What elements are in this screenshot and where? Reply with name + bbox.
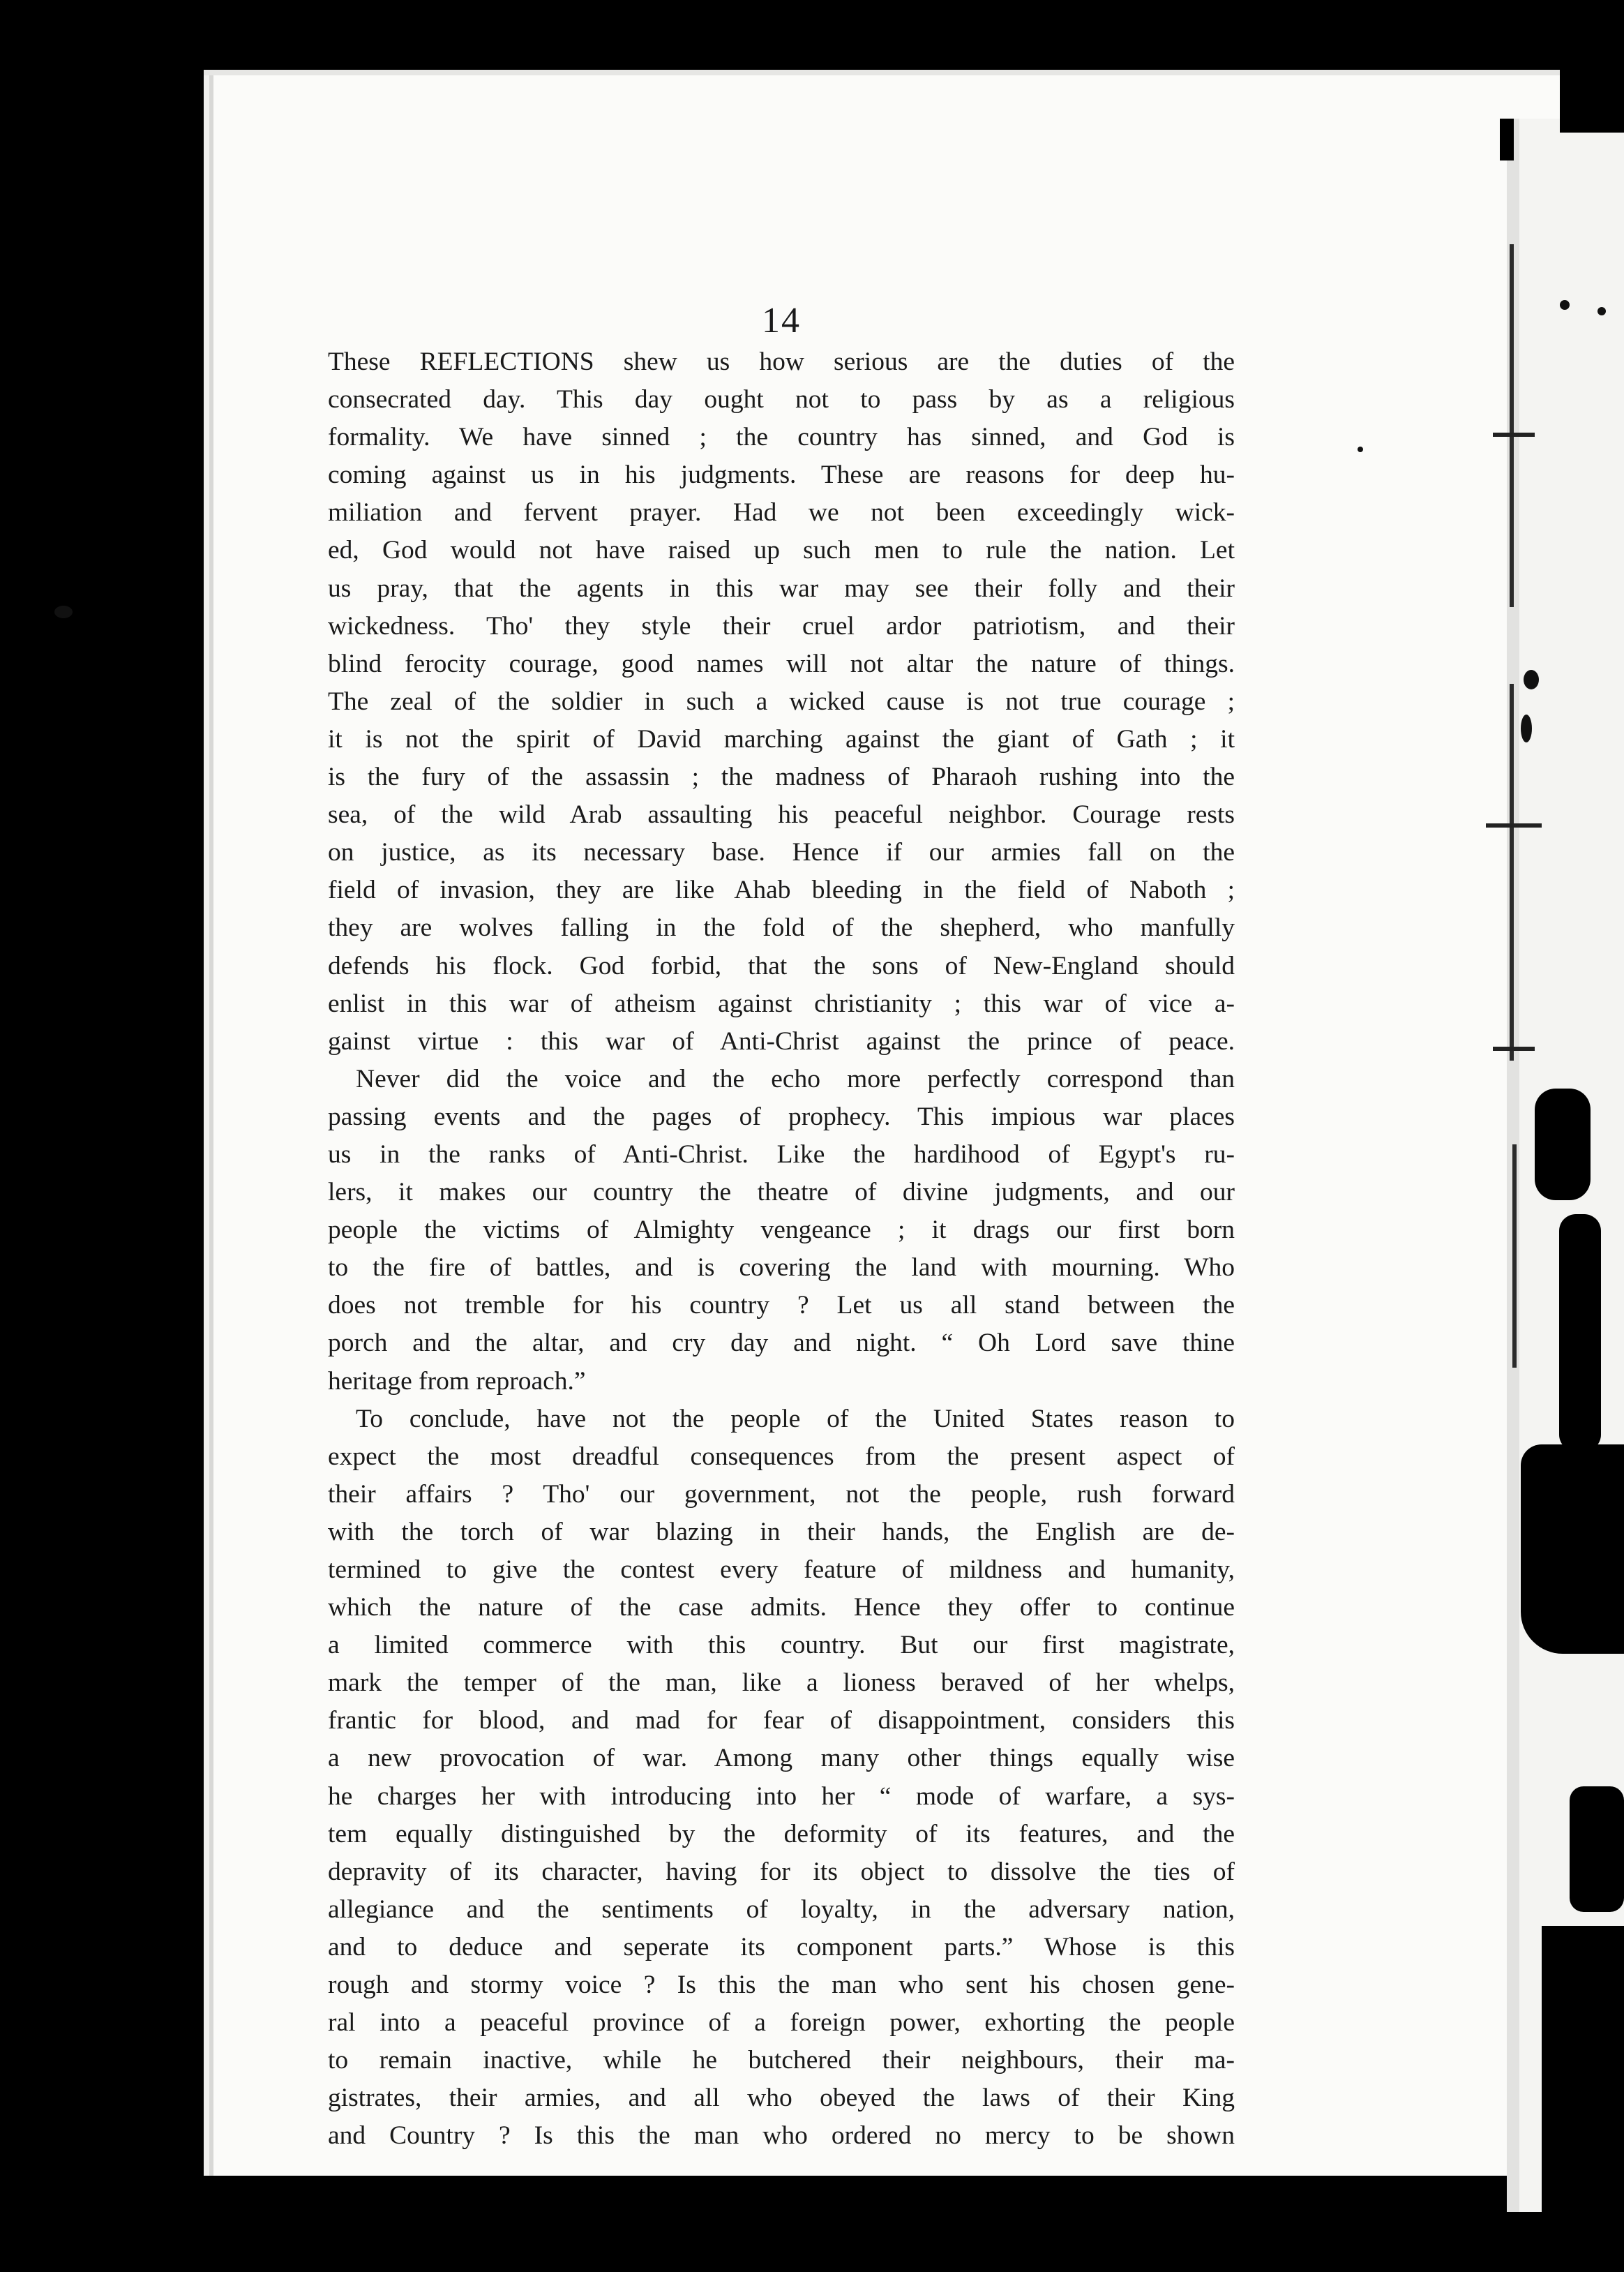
speck bbox=[1524, 670, 1539, 689]
text-line: porch and the altar, and cry day and night. “ Oh Lord save thine bbox=[328, 1329, 1235, 1358]
text-line: they are wolves falling in the fold of the shepherd, who manfully bbox=[328, 913, 1235, 943]
text-line: a new provocation of war. Among many other things equally wise bbox=[328, 1744, 1235, 1773]
text-line: does not tremble for his country ? Let us all stand between the bbox=[328, 1291, 1235, 1320]
text-line: to the fire of battles, and is covering the land with mourning. Who bbox=[328, 1253, 1235, 1283]
page-number: 14 bbox=[762, 301, 801, 341]
speck bbox=[1560, 300, 1570, 310]
text-line: a limited commerce with this country. But our first magistrate, bbox=[328, 1631, 1235, 1660]
text-line: and Country ? Is this the man who ordered no mercy to be shown bbox=[328, 2121, 1235, 2151]
text-line: The zeal of the soldier in such a wicked cause is not true courage ; bbox=[328, 687, 1235, 716]
text-line: sea, of the wild Arab assaulting his peaceful neighbor. Courage rests bbox=[328, 800, 1235, 830]
text-line: us pray, that the agents in this war may see their folly and their bbox=[328, 574, 1235, 603]
text-line: miliation and fervent prayer. Had we not been exceedingly wick- bbox=[328, 498, 1235, 528]
speck bbox=[1358, 447, 1363, 452]
text-line: defends his flock. God forbid, that the sons of New-England should bbox=[328, 951, 1235, 980]
text-line: formality. We have sinned ; the country has sinned, and God is bbox=[328, 423, 1235, 452]
text-line: ral into a peaceful province of a foreign power, exhorting the people bbox=[328, 2008, 1235, 2038]
text-line: it is not the spirit of David marching against the giant of Gath ; it bbox=[328, 724, 1235, 754]
text-line: us in the ranks of Anti-Christ. Like the hardihood of Egypt's ru- bbox=[328, 1139, 1235, 1169]
text-line: passing events and the pages of prophecy. This impious war places bbox=[328, 1102, 1235, 1131]
text-line: blind ferocity courage, good names will not altar the nature of things. bbox=[328, 649, 1235, 678]
text-line: which the nature of the case admits. Hence they offer to continue bbox=[328, 1593, 1235, 1622]
text-line: lers, it makes our country the theatre of divine judgments, and our bbox=[328, 1178, 1235, 1207]
text-line: enlist in this war of atheism against christianity ; this war of vice a- bbox=[328, 989, 1235, 1018]
leaf-damage bbox=[1521, 1444, 1624, 1654]
text-line: field of invasion, they are like Ahab bleeding in the field of Naboth ; bbox=[328, 876, 1235, 905]
text-line: and to deduce and seperate its component parts.” Whose is this bbox=[328, 1932, 1235, 1961]
text-line: frantic for blood, and mad for fear of disappointment, considers this bbox=[328, 1706, 1235, 1735]
spine-stitch bbox=[1510, 684, 1514, 1061]
leaf-damage bbox=[1542, 1926, 1624, 2219]
text-line: depravity of its character, having for its object to dissolve the ties of bbox=[328, 1857, 1235, 1886]
page-text bbox=[328, 300, 1235, 2155]
stitch-mark bbox=[1493, 1047, 1535, 1051]
leaf-damage bbox=[1570, 1786, 1624, 1912]
text-line: Never did the voice and the echo more perfectly correspond than bbox=[356, 1064, 1235, 1093]
text-line: heritage from reproach.” bbox=[328, 1366, 586, 1396]
paragraph bbox=[328, 1400, 1235, 2155]
text-line: people the victims of Almighty vengeance ; it drags our first born bbox=[328, 1216, 1235, 1245]
speck bbox=[1597, 307, 1606, 315]
text-line: termined to give the contest every feature of mildness and humanity, bbox=[328, 1555, 1235, 1584]
speck bbox=[54, 606, 73, 618]
leaf-damage bbox=[1535, 1089, 1591, 1200]
speck bbox=[1521, 715, 1532, 742]
text-line: ed, God would not have raised up such men to rule the nation. Let bbox=[328, 536, 1235, 565]
leaf-damage bbox=[1560, 70, 1624, 133]
paragraph bbox=[328, 343, 1235, 1061]
text-line: allegiance and the sentiments of loyalty, in the adversary nation, bbox=[328, 1894, 1235, 1924]
paragraph bbox=[328, 1061, 1235, 1400]
text-line: consecrated day. This day ought not to pass by as a religious bbox=[328, 385, 1235, 414]
text-line: expect the most dreadful consequences from the present aspect of bbox=[328, 1442, 1235, 1471]
text-line: with the torch of war blazing in their hands, the English are de- bbox=[328, 1517, 1235, 1546]
text-line: he charges her with introducing into her “ mode of warfare, a sys- bbox=[328, 1781, 1235, 1811]
text-line: rough and stormy voice ? Is this the man who sent his chosen gene- bbox=[328, 1971, 1235, 2000]
text-line: to remain inactive, while he butchered their neighbours, their ma- bbox=[328, 2046, 1235, 2075]
leaf-damage bbox=[1559, 1214, 1601, 1451]
text-line: mark the temper of the man, like a lioness beraved of her whelps, bbox=[328, 1668, 1235, 1698]
leaf-damage bbox=[1500, 119, 1514, 160]
spine-stitch bbox=[1512, 1144, 1517, 1368]
text-line: coming against us in his judgments. These are reasons for deep hu- bbox=[328, 461, 1235, 490]
text-line: tem equally distinguished by the deformity of its features, and the bbox=[328, 1819, 1235, 1848]
stitch-mark bbox=[1493, 433, 1535, 437]
text-line: on justice, as its necessary base. Hence if our armies fall on the bbox=[328, 838, 1235, 867]
text-line: wickedness. Tho' they style their cruel ardor patriotism, and their bbox=[328, 611, 1235, 641]
text-line: gistrates, their armies, and all who obeyed the laws of their King bbox=[328, 2084, 1235, 2113]
text-line: their affairs ? Tho' our government, not the people, rush forward bbox=[328, 1479, 1235, 1509]
text-line: gainst virtue : this war of Anti-Christ against the prince of peace. bbox=[328, 1026, 1235, 1056]
stitch-mark bbox=[1486, 823, 1542, 828]
text-line: To conclude, have not the people of the United States reason to bbox=[356, 1404, 1235, 1433]
text-line: is the fury of the assassin ; the madness of Pharaoh rushing into the bbox=[328, 763, 1235, 792]
text-line: These REFLECTIONS shew us how serious are the duties of the bbox=[328, 347, 1235, 376]
spine-stitch bbox=[1510, 244, 1514, 607]
